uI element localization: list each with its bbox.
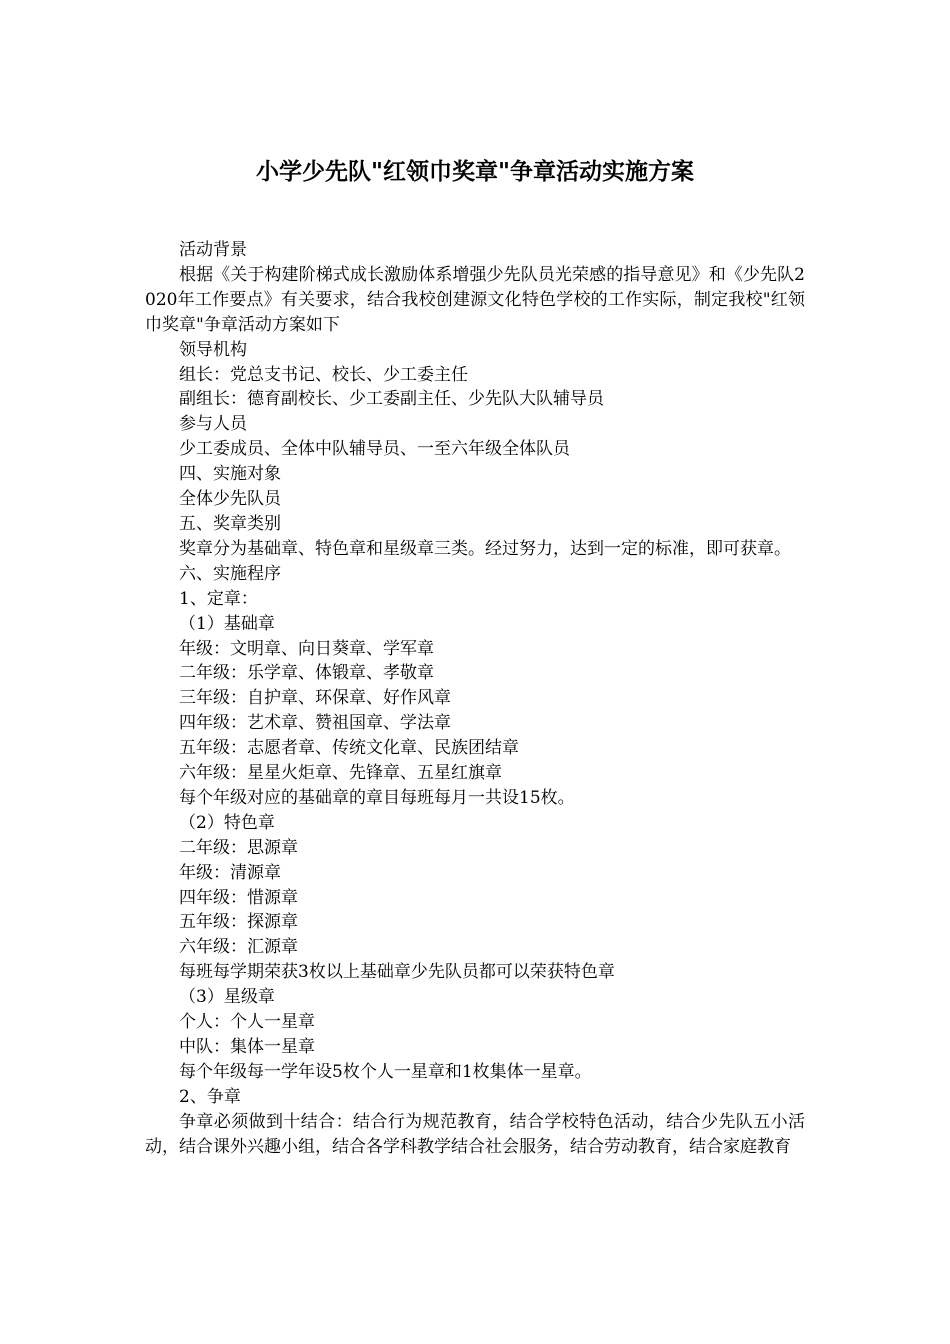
subheading-star-badges: （3）星级章 (179, 987, 275, 1008)
paragraph-targets: 全体少先队员 (179, 489, 281, 510)
paragraph-ten-combinations: 争章必须做到十结合：结合行为规范教育，结合学校特色活动，结合少先队五小活动，结合课外兴趣小组，结合各学科教学结合社会服务，结合劳动教育，结合家庭教育 (145, 1111, 805, 1157)
list-item: 四年级：惜源章 (179, 887, 298, 908)
list-item: 四年级：艺术章、赞祖国章、学法章 (179, 713, 451, 734)
section-heading-targets: 四、实施对象 (179, 464, 281, 485)
list-item: 五年级：志愿者章、传统文化章、民族团结章 (179, 738, 519, 759)
list-item: 六年级：汇源章 (179, 937, 298, 958)
document-title: 小学少先队"红领巾奖章"争章活动实施方案 (256, 159, 694, 185)
list-item: 六年级：星星火炬章、先锋章、五星红旗章 (179, 763, 502, 784)
paragraph-special-badge-rule: 每班每学期荣获3枚以上基础章少先队员都可以荣获特色章 (179, 962, 615, 983)
paragraph-participants: 少工委成员、全体中队辅导员、一至六年级全体队员 (179, 439, 570, 460)
paragraph-star-badge-quota: 每个年级每一学年设5枚个人一星章和1枚集体一星章。 (179, 1061, 592, 1082)
list-item: 中队：集体一星章 (179, 1037, 315, 1057)
paragraph-background-text: 根据《关于构建阶梯式成长激励体系增强少先队员光荣感的指导意见》和《少先队2020年工作要点》有关要求，结合我校创建源文化特色学校的工作实际，制定我校"红领巾奖章"争章活动方案如下 (145, 264, 805, 335)
list-item: 二年级：思源章 (179, 837, 298, 858)
list-item: 个人：个人一星章 (179, 1012, 315, 1033)
paragraph-basic-badge-quota: 每个年级对应的基础章的章目每班每月一共设15枚。 (179, 787, 575, 808)
paragraph-deputy-leader: 副组长：德育副校长、少工委副主任、少先队大队辅导员 (179, 389, 604, 410)
paragraph-badge-types: 奖章分为基础章、特色章和星级章三类。经过努力，达到一定的标准，即可获章。 (179, 538, 791, 559)
section-heading-participants: 参与人员 (179, 414, 247, 435)
list-item: 三年级：自护章、环保章、好作风章 (179, 688, 451, 709)
subheading-earn-badges: 2、争章 (179, 1086, 241, 1107)
section-heading-leadership: 领导机构 (179, 339, 247, 360)
list-item: 二年级：乐学章、体锻章、孝敬章 (179, 663, 434, 684)
section-heading-background: 活动背景 (179, 240, 247, 260)
section-heading-badge-types: 五、奖章类别 (179, 513, 281, 534)
document-body (145, 238, 805, 1160)
section-heading-procedure: 六、实施程序 (179, 563, 281, 584)
list-item: 年级：清源章 (179, 862, 281, 883)
paragraph-leader: 组长：党总支书记、校长、少工委主任 (179, 364, 468, 385)
subheading-basic-badges: （1）基础章 (179, 613, 275, 634)
subheading-define-badges: 1、定章： (179, 588, 258, 609)
list-item: 五年级：探源章 (179, 912, 298, 933)
list-item: 年级：文明章、向日葵章、学军章 (179, 638, 434, 659)
subheading-special-badges: （2）特色章 (179, 812, 275, 833)
